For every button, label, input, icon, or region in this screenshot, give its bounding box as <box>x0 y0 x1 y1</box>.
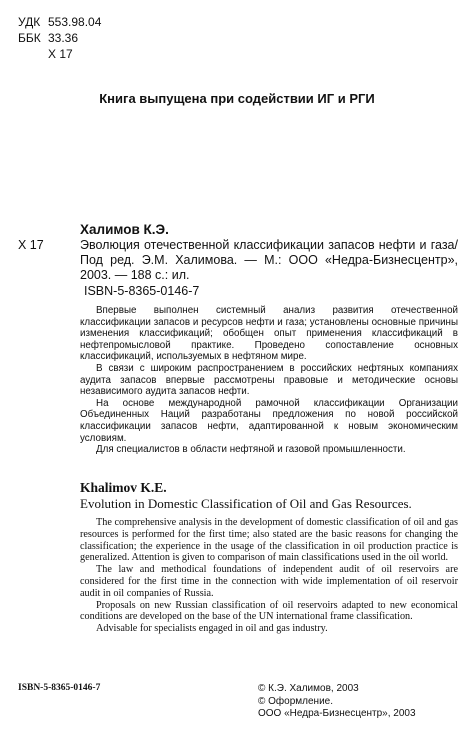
bbk-row <box>18 30 101 46</box>
abstract-ru <box>18 305 458 456</box>
bib-entry-ru <box>18 238 458 283</box>
copyright-line: © Оформление. <box>258 695 333 707</box>
support-line: Книга выпущена при содействии ИГ и РГИ <box>99 91 375 106</box>
abstract-ru-paragraph: Впервые выполнен системный анализ развития отечественной классификации запасов и ресурсов нефти и газа; установлены основные причины изменения классификаций; обобщен опыт применения классификаций в нефтепромысловой практике. Проведено сопоставление основных классификаций, используемых в нефтяном мире. <box>80 305 458 363</box>
catalog-card-en <box>80 479 458 635</box>
abstract-en-paragraph: The comprehensive analysis in the development of domestic classification of oil and gas resources is performed for the first time; also stated are the basic reasons for changing the classification; the experience in the usage of the classification in oil production practice is generalized. Attention is given to comparison of main classifications used in the oil world. <box>80 517 458 564</box>
classification-block <box>18 14 101 62</box>
author-ru: Халимов К.Э. <box>80 222 169 237</box>
abstract-ru-paragraph: В связи с широким распространением в российских нефтяных компаниях аудита запасов впервые рассмотрены правовые и методические основы независимого аудита запасов нефти. <box>80 362 458 398</box>
abstract-en-paragraph: Advisable for specialists engaged in oil and gas industry. <box>96 623 328 635</box>
udk-value: 553.98.04 <box>48 15 102 29</box>
abstract-ru-paragraph: Для специалистов в области нефтяной и газовой промышленности. <box>96 444 406 456</box>
isbn-ru: ISBN-5-8365-0146-7 <box>84 284 200 298</box>
author-code: Х 17 <box>48 47 73 61</box>
catalog-card-ru <box>18 221 458 456</box>
footer-isbn: ISBN-5-8365-0146-7 <box>18 683 101 693</box>
bbk-value: 33.36 <box>48 31 79 45</box>
abstract-ru-paragraph: На основе международной рамочной классификации Организации Объединенных Наций разработаны предложения по новой российской классификации запасов нефти, адаптированной к новым экономическим условиям. <box>80 397 458 444</box>
udk-row <box>18 14 101 30</box>
copyright-line: © К.Э. Халимов, 2003 <box>258 683 359 694</box>
bib-text-ru: Эволюция отечественной классификации запасов нефти и газа/Под ред. Э.М. Халимова. — М.: ООО «Недра-Бизнесцентр», 2003. — 188 с.: ил. <box>80 238 458 282</box>
copyright-block <box>258 683 416 721</box>
author-code-ru: Х 17 <box>18 238 44 252</box>
abstract-en-paragraph: The law and methodical foundations of independent audit of oil reservoirs are considered for the first time in the connection with wide implementation of oil reservoir audit in oil companies of Russia. <box>80 564 458 599</box>
author-en: Khalimov K.E. <box>80 480 167 495</box>
title-en: Evolution in Domestic Classification of Oil and Gas Resources. <box>80 496 412 511</box>
abstract-en-paragraph: Proposals on new Russian classification of oil reservoirs adapted to new economical conditions are developed on the base of the UN international frame classification. <box>80 599 458 623</box>
bbk-label: ББК <box>18 31 41 45</box>
abstract-en <box>80 517 458 635</box>
copyright-line: ООО «Недра-Бизнесцентр», 2003 <box>258 708 416 719</box>
udk-label: УДК <box>18 15 41 29</box>
